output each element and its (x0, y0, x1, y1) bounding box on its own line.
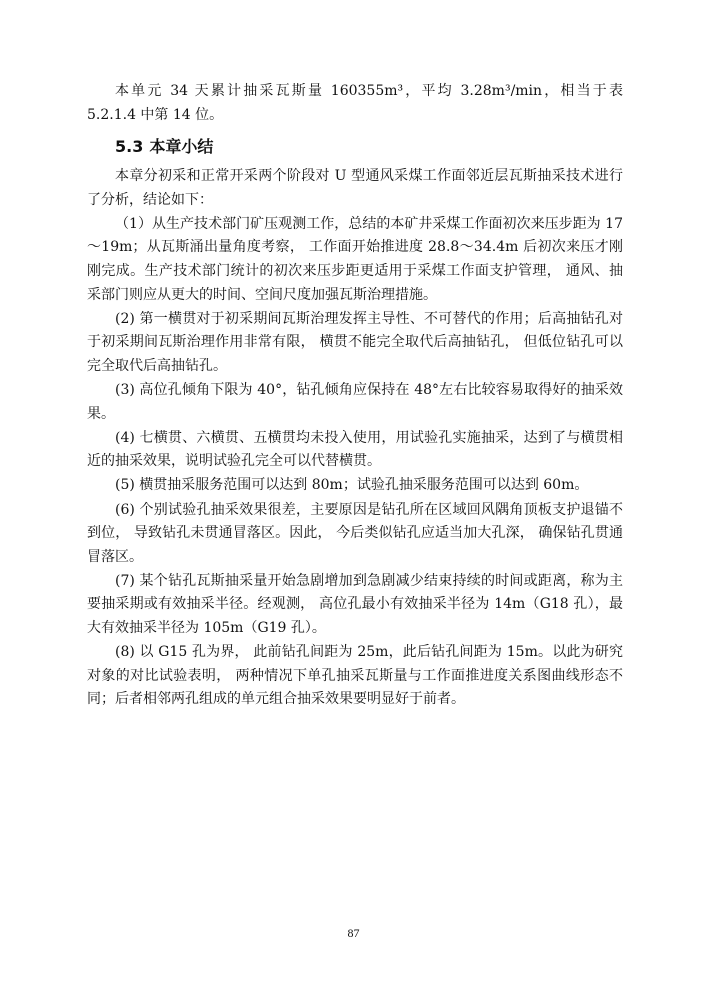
conclusion-item-2: (2) 第一横贯对于初采期间瓦斯治理发挥主导性、不可替代的作用；后高抽钻孔对于初采期间瓦斯治理作用非常有限， 横贯不能完全取代后高抽钻孔， 但低位钻孔可以完全取代后高抽钻孔。 (87, 310, 623, 374)
conclusion-item-3: (3) 高位孔倾角下限为 40°，钻孔倾角应保持在 48°左右比较容易取得好的抽采效果。 (87, 382, 623, 422)
conclusion-item-8: (8) 以 G15 孔为界， 此前钻孔间距为 25m，此后钻孔间距为 15m。以此为研究对象的对比试验表明， 两种情况下单孔抽采瓦斯量与工作面推进度关系图曲线形态不同；后者相邻两孔组成的单元组合抽采效果要明显好于前者。 (87, 644, 623, 708)
conclusion-item-6: (6) 个别试验孔抽采效果很差，主要原因是钻孔所在区域回风隅角顶板支护退锚不到位， 导致钻孔未贯通冒落区。因此， 今后类似钻孔应适当加大孔深， 确保钻孔贯通冒落区。 (87, 501, 623, 565)
section-heading (115, 134, 623, 160)
section-number: 5.3 (115, 137, 144, 157)
page-body (87, 80, 623, 712)
page-number: 87 (347, 926, 360, 940)
section-title: 本章小结 (149, 137, 214, 157)
conclusion-item-5: (5) 横贯抽采服务范围可以达到 80m；试验孔抽采服务范围可以达到 60m。 (115, 477, 589, 494)
paragraph-unit-summary: 本单元 34 天累计抽采瓦斯量 160355m³，平均 3.28m³/min，相当于表 5.2.1.4 中第 14 位。 (87, 83, 623, 123)
conclusion-item-1: （1）从生产技术部门矿压观测工作，总结的本矿井采煤工作面初次来压步距为 17～19m；从瓦斯涌出量角度考察， 工作面开始推进度 28.8～34.4m 后初次来压才刚刚完成。生产技术部门统计的初次来压步距更适用于采煤工作面支护管理， 通风、抽采部门则应从更大的时间、空间尺度加强瓦斯治理措施。 (87, 215, 623, 303)
paragraph-intro: 本章分初采和正常开采两个阶段对 U 型通风采煤工作面邻近层瓦斯抽采技术进行了分析，结论如下： (87, 168, 623, 208)
conclusion-item-4: (4) 七横贯、六横贯、五横贯均未投入使用，用试验孔实施抽采，达到了与横贯相近的抽采效果，说明试验孔完全可以代替横贯。 (87, 429, 623, 470)
conclusion-item-7: (7) 某个钻孔瓦斯抽采量开始急剧增加到急剧减少结束持续的时间或距离，称为主要抽采期或有效抽采半径。经观测， 高位孔最小有效抽采半径为 14m（G18 孔），最大有效抽采半径为 105m（G19 孔）。 (87, 572, 623, 636)
